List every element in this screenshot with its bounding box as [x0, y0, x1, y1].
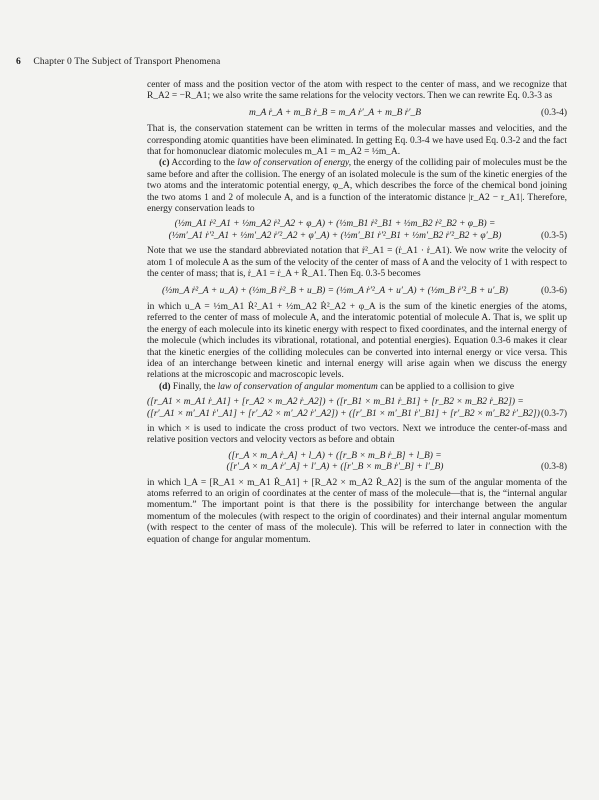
paragraph: in which u_A = ½m_A1 Ṙ²_A1 + ½m_A2 Ṙ²_A2 + φ_A is the sum of the kinetic energies of the atoms, referred to the center of mass of molecule A, and the interatomic potential of molecule A. That is, we split up the energy of each molecule into its kinetic energy with respect to fixed coordinates, and the internal energy of the molecule (which includes its vibrational, rotational, and potential energies). Equation 0.3-6 makes it clear that the kinetic energies of the colliding molecules can be converted into internal energy or vice versa. This idea of an interchange between kinetic and internal energy will arise again when we discuss the energy relations at the microscopic and macroscopic levels.: [147, 301, 567, 381]
equation-expression: (½m_A ṙ²_A + u_A) + (½m_B ṙ²_B + u_B) = (½m_A ṙ′²_A + u′_A) + (½m_B ṙ′²_B + u′_B): [161, 285, 509, 296]
equation-0-3-5: [147, 219, 567, 242]
equation-number: (0.3-5): [541, 230, 567, 241]
paragraph-lead: Finally, the: [172, 381, 216, 392]
equation-number: (0.3-7): [541, 408, 567, 419]
paragraph-energy: [147, 158, 567, 215]
paragraph-rest: the energy of the colliding pair of molecules must be the same before and after the collision. The energy of an isolated molecule is the sum of the kinetic energies of the two atoms and the interatomic potential energy, φ_A, which describes the force of the chemical bond joining the two atoms 1 and 2 of molecule A, and is a function of the interatomic distance |r_A2 − r_A1|. Therefore, energy conservation leads to: [147, 158, 567, 215]
paragraph: That is, the conservation statement can be written in terms of the molecular masses and velocities, and the corresponding atomic quantities have been eliminated. In getting Eq. 0.3-4 we have used Eq. 0.3-2 and the fact that for homonuclear diatomic molecules m_A1 = m_A2 = ½m_A.: [147, 124, 567, 158]
equation-line-1: ([r_A1 × m_A1 ṙ_A1] + [r_A2 × m_A2 ṙ_A2]) + ([r_B1 × m_B1 ṙ_B1] + [r_B2 × m_B2 ṙ_B2]) =: [147, 397, 524, 408]
paragraph-lead: According to the: [171, 158, 235, 169]
paragraph-rest: can be applied to a collision to give: [380, 381, 515, 392]
item-label: (d): [159, 381, 171, 392]
equation-number: (0.3-6): [541, 285, 567, 296]
equation-0-3-4: [147, 108, 567, 119]
equation-line-1: (½m_A1 ṙ²_A1 + ½m_A2 ṙ²_A2 + φ_A) + (½m_B1 ṙ²_B1 + ½m_B2 ṙ²_B2 + φ_B) =: [174, 219, 496, 230]
equation-line-2: ([r′_A × m_A ṙ′_A] + l′_A) + ([r′_B × m_B ṙ′_B] + l′_B): [226, 462, 444, 473]
law-name: law of conservation of angular momentum: [217, 381, 378, 392]
paragraph: center of mass and the position vector of the atom with respect to the center of mass, and we recognize that R_A2 = −R_A1; we also write the same relations for the velocity vectors. Then we can rewrite Eq. 0.3-3 as: [147, 80, 567, 102]
equation-number: (0.3-4): [541, 107, 567, 118]
item-label: (c): [159, 158, 170, 169]
chapter-title: Chapter 0 The Subject of Transport Phenomena: [33, 56, 221, 67]
equation-0-3-6: [147, 286, 567, 297]
equation-line-1: ([r_A × m_A ṙ_A] + l_A) + ([r_B × m_B ṙ_B] + l_B) =: [228, 450, 442, 461]
paragraph: in which l_A = [R_A1 × m_A1 Ṙ_A1] + [R_A2 × m_A2 Ṙ_A2] is the sum of the angular momenta of the atoms referred to an origin of coordinates at the center of mass of the molecule—that is, the “internal angular momentum.” The important point is that there is the possibility for interchange between the angular momentum of the molecules (with respect to the origin of coordinates) and their internal angular momentum (with respect to the center of mass of the molecule). This will be referred to later in connection with the equation of change for angular momentum.: [147, 477, 567, 545]
equation-line-2: (½m′_A1 ṙ′²_A1 + ½m′_A2 ṙ′²_A2 + φ′_A) + (½m′_B1 ṙ′²_B1 + ½m′_B2 ṙ′²_B2 + φ′_B): [168, 230, 502, 241]
equation-0-3-8: [147, 451, 567, 474]
paragraph: in which × is used to indicate the cross product of two vectors. Next we introduce the center-of-mass and relative position vectors and velocity vectors as before and obtain: [147, 423, 567, 446]
page-number: 6: [16, 56, 21, 67]
equation-expression: m_A ṙ_A + m_B ṙ_B = m_A ṙ′_A + m_B ṙ′_B: [249, 107, 421, 118]
equation-line-2: ([r′_A1 × m′_A1 ṙ′_A1] + [r′_A2 × m′_A2 ṙ′_A2]) + ([r′_B1 × m′_B1 ṙ′_B1] + [r′_B2 × m′_B2 ṙ′_B2]): [147, 408, 540, 419]
paragraph: Note that we use the standard abbreviated notation that ṙ²_A1 = (ṙ_A1 · ṙ_A1). We now write the velocity of atom 1 of molecule A as the sum of the velocity of the center of mass of A and the velocity of 1 with respect to the center of mass; that is, ṙ_A1 = ṙ_A + Ṙ_A1. Then Eq. 0.3-5 becomes: [147, 246, 567, 280]
equation-0-3-7: [147, 397, 567, 420]
law-name: law of conservation of energy,: [237, 158, 352, 169]
running-head: [16, 56, 220, 67]
equation-number: (0.3-8): [541, 462, 567, 473]
body-text: [147, 80, 567, 546]
paragraph-angular-momentum: [147, 382, 567, 393]
